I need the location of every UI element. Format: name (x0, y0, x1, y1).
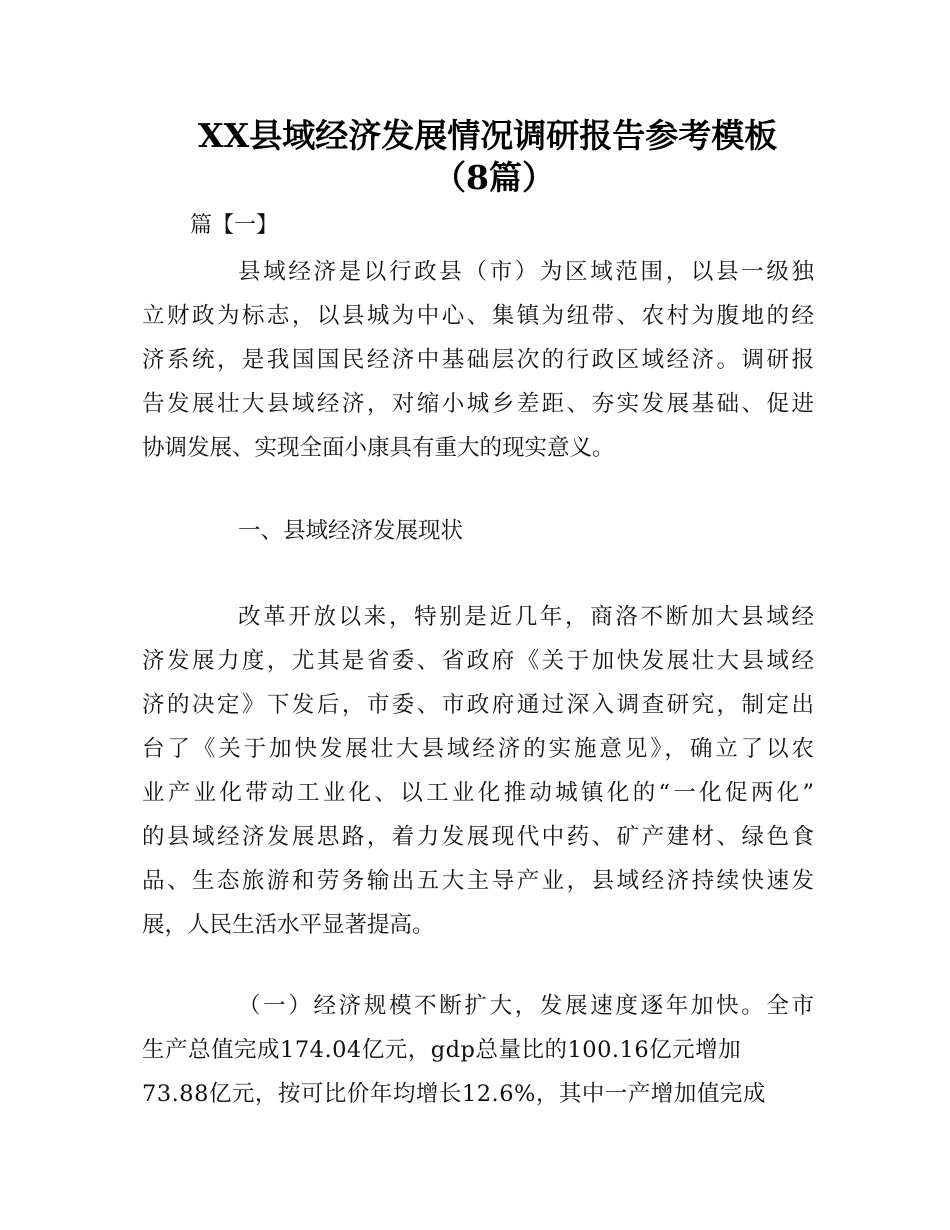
paragraph-line: 告发展壮大县域经济，对缩小城乡差距、夯实发展基础、促进 (142, 391, 814, 417)
status-paragraph (142, 595, 814, 947)
scale-paragraph (142, 984, 814, 1116)
section-label: 篇【一】 (190, 213, 279, 238)
paragraph-line: 展，人民生活水平显著提高。 (142, 912, 435, 938)
paragraph-line: 生产总值完成174.04亿元，gdp总量比的100.16亿元增加 (142, 1037, 742, 1063)
paragraph-line: 的县域经济发展思路，着力发展现代中药、矿产建材、绿色食 (142, 824, 814, 850)
paragraph-line: 济发展力度，尤其是省委、省政府《关于加快发展壮大县域经 (142, 648, 814, 674)
paragraph-line: 济系统，是我国国民经济中基础层次的行政区域经济。调研报 (142, 347, 814, 373)
paragraph-line: 立财政为标志，以县城为中心、集镇为纽带、农村为腹地的经 (142, 303, 814, 329)
paragraph-line: 改革开放以来，特别是近几年，商洛不断加大县域经 (238, 604, 814, 630)
paragraph-line: 济的决定》下发后，市委、市政府通过深入调查研究，制定出 (142, 692, 814, 718)
paragraph-line: 业产业化带动工业化、以工业化推动城镇化的“一化促两化” (142, 780, 814, 806)
document-title-subtitle: （8篇） (433, 158, 555, 197)
paragraph-line: 县域经济是以行政县（市）为区域范围，以县一级独 (238, 259, 814, 285)
document-title: XX县域经济发展情况调研报告参考模板 (198, 116, 778, 155)
paragraph-line: （一）经济规模不断扩大，发展速度逐年加快。全市 (238, 993, 814, 1019)
intro-paragraph (142, 250, 814, 470)
paragraph-line: 协调发展、实现全面小康具有重大的现实意义。 (142, 435, 615, 461)
paragraph-line: 台了《关于加快发展壮大县域经济的实施意见》，确立了以农 (142, 736, 814, 762)
paragraph-line: 73.88亿元，按可比价年均增长12.6%，其中一产增加值完成 (142, 1081, 766, 1107)
section-heading: 一、县域经济发展现状 (238, 518, 464, 544)
paragraph-line: 品、生态旅游和劳务输出五大主导产业，县域经济持续快速发 (142, 868, 814, 894)
